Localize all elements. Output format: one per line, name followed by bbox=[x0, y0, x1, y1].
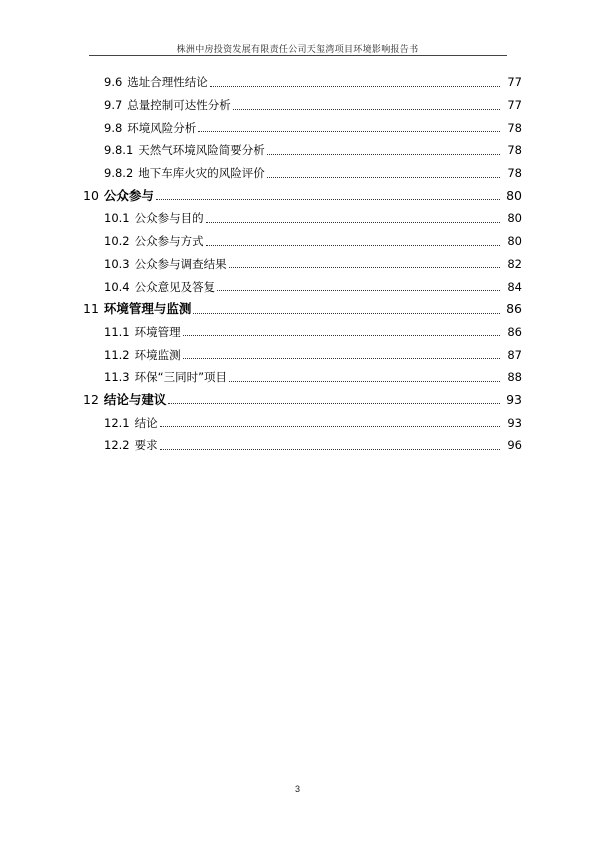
toc-entry-page: 96 bbox=[507, 438, 522, 453]
toc-entry[interactable] bbox=[0, 411, 595, 434]
toc-entry-title bbox=[83, 302, 191, 316]
toc-entry-text: 公众参与 bbox=[103, 187, 154, 203]
toc-entry-page: 78 bbox=[507, 143, 522, 158]
toc-entry-text: 地下车库火灾的风险评价 bbox=[138, 166, 265, 181]
toc-entry-title bbox=[104, 98, 231, 112]
toc-entry-page: 93 bbox=[507, 415, 522, 430]
toc-entry-page: 87 bbox=[507, 347, 522, 362]
toc-entry[interactable] bbox=[0, 343, 595, 366]
toc-entry-page: 78 bbox=[507, 120, 522, 135]
toc-entry-text: 环境管理与监测 bbox=[103, 301, 192, 317]
dot-leader bbox=[168, 403, 500, 404]
toc-entry-number: 10.4 bbox=[104, 279, 130, 294]
dot-leader bbox=[183, 358, 500, 359]
toc-entry-number: 10.1 bbox=[104, 211, 130, 226]
dot-leader bbox=[233, 109, 500, 110]
toc-entry-number: 10 bbox=[83, 187, 99, 203]
toc-entry-title bbox=[104, 75, 208, 89]
toc-entry-text: 环境监测 bbox=[134, 347, 181, 362]
toc-entry[interactable] bbox=[0, 207, 595, 230]
toc-entry-title bbox=[104, 257, 227, 271]
toc-entry-title bbox=[83, 189, 154, 203]
toc-entry-page: 78 bbox=[507, 166, 522, 181]
toc-entry-number: 9.8.2 bbox=[104, 166, 134, 181]
toc-entry-number: 12.2 bbox=[104, 438, 130, 453]
toc-entry[interactable] bbox=[0, 321, 595, 344]
toc-entry-number: 11.1 bbox=[104, 324, 130, 339]
toc-entry-number: 9.7 bbox=[104, 98, 123, 113]
toc-entry-page: 86 bbox=[507, 324, 522, 339]
toc-entry[interactable] bbox=[0, 116, 595, 139]
toc-entry-number: 9.6 bbox=[104, 75, 123, 90]
toc-entry-page: 80 bbox=[507, 234, 522, 249]
toc-entry-text: 环境管理 bbox=[134, 324, 181, 339]
toc-entry-page: 88 bbox=[507, 370, 522, 385]
toc-entry[interactable] bbox=[0, 366, 595, 389]
toc-entry[interactable] bbox=[0, 139, 595, 162]
dot-leader bbox=[210, 86, 500, 87]
toc-entry-text: 公众参与方式 bbox=[134, 234, 204, 249]
toc-entry[interactable] bbox=[0, 94, 595, 117]
toc-entry-number: 11.2 bbox=[104, 347, 130, 362]
toc-entry-number: 9.8 bbox=[104, 120, 123, 135]
toc-entry[interactable] bbox=[0, 71, 595, 94]
table-of-contents bbox=[0, 71, 595, 457]
toc-entry[interactable] bbox=[0, 434, 595, 457]
toc-entry-text: 天然气环境风险简要分析 bbox=[138, 143, 265, 158]
toc-entry-text: 公众意见及答复 bbox=[134, 279, 216, 294]
toc-entry-title bbox=[104, 325, 181, 339]
dot-leader bbox=[193, 313, 500, 314]
dot-leader bbox=[160, 449, 500, 450]
toc-entry-page: 80 bbox=[506, 187, 522, 203]
dot-leader bbox=[160, 426, 500, 427]
toc-entry-page: 77 bbox=[507, 98, 522, 113]
header-divider bbox=[89, 55, 507, 56]
toc-entry-page: 82 bbox=[507, 256, 522, 271]
toc-entry-page: 93 bbox=[506, 391, 522, 407]
dot-leader bbox=[217, 290, 500, 291]
toc-entry-text: 环保“三同时”项目 bbox=[134, 370, 228, 385]
dot-leader bbox=[183, 335, 500, 336]
toc-entry-title bbox=[104, 348, 181, 362]
toc-entry-title bbox=[104, 211, 204, 225]
toc-entry-title bbox=[104, 234, 204, 248]
dot-leader bbox=[206, 222, 500, 223]
dot-leader bbox=[229, 381, 500, 382]
toc-entry[interactable] bbox=[0, 253, 595, 276]
toc-entry-page: 86 bbox=[506, 301, 522, 317]
toc-entry-text: 选址合理性结论 bbox=[127, 75, 208, 90]
toc-entry-number: 10.2 bbox=[104, 234, 130, 249]
toc-entry-title bbox=[104, 121, 196, 135]
toc-entry-text: 结论 bbox=[134, 415, 158, 430]
toc-entry[interactable] bbox=[0, 230, 595, 253]
toc-entry-title bbox=[83, 393, 166, 407]
dot-leader bbox=[267, 154, 500, 155]
toc-entry-title bbox=[104, 166, 265, 180]
toc-entry-text: 要求 bbox=[134, 438, 158, 453]
toc-entry-number: 11 bbox=[83, 301, 99, 317]
dot-leader bbox=[267, 177, 500, 178]
toc-entry-page: 77 bbox=[507, 75, 522, 90]
toc-entry-text: 公众参与调查结果 bbox=[134, 256, 227, 271]
toc-entry-text: 总量控制可达性分析 bbox=[127, 98, 231, 113]
toc-entry-number: 12 bbox=[83, 391, 99, 407]
toc-entry-title bbox=[104, 370, 227, 384]
dot-leader bbox=[206, 245, 500, 246]
toc-entry-text: 环境风险分析 bbox=[127, 120, 197, 135]
toc-entry-number: 12.1 bbox=[104, 415, 130, 430]
toc-entry-text: 公众参与目的 bbox=[134, 211, 204, 226]
page-number: 3 bbox=[294, 784, 300, 794]
toc-entry-text: 结论与建议 bbox=[103, 391, 167, 407]
dot-leader bbox=[156, 199, 500, 200]
toc-entry-title bbox=[104, 143, 265, 157]
toc-entry-title bbox=[104, 416, 158, 430]
toc-entry-title bbox=[104, 438, 158, 452]
toc-entry-number: 11.3 bbox=[104, 370, 130, 385]
toc-entry-title bbox=[104, 280, 215, 294]
page-header-title: 株洲中房投资发展有限责任公司天玺湾项目环境影响报告书 bbox=[176, 45, 419, 55]
toc-entry[interactable] bbox=[0, 298, 595, 321]
toc-entry[interactable] bbox=[0, 184, 595, 207]
toc-entry[interactable] bbox=[0, 389, 595, 412]
toc-entry-page: 80 bbox=[507, 211, 522, 226]
toc-entry-number: 9.8.1 bbox=[104, 143, 134, 158]
toc-entry[interactable] bbox=[0, 162, 595, 185]
toc-entry[interactable] bbox=[0, 275, 595, 298]
toc-entry-number: 10.3 bbox=[104, 256, 130, 271]
dot-leader bbox=[198, 131, 500, 132]
toc-entry-page: 84 bbox=[507, 279, 522, 294]
dot-leader bbox=[229, 267, 500, 268]
